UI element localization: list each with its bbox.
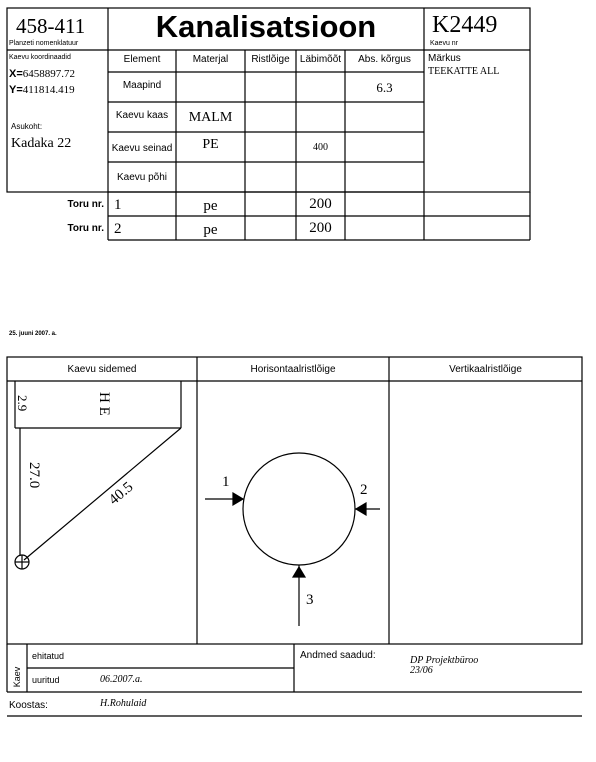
panel-horizontal-title: Horisontaalristlõige bbox=[250, 364, 336, 375]
surveyed-label: uuritud bbox=[32, 675, 60, 685]
row-element: Maapind bbox=[122, 80, 162, 91]
well-number-label: Kaevu nr bbox=[430, 40, 459, 47]
pipe-label: Toru nr. bbox=[67, 223, 104, 234]
tie-label-house: H E bbox=[96, 392, 112, 416]
header-diameter: Läbimõõt bbox=[299, 54, 342, 65]
pipe-material: pe bbox=[203, 222, 218, 238]
row-element: Kaevu seinad bbox=[111, 143, 173, 154]
pipe-diameter: 200 bbox=[309, 220, 332, 236]
tie-label-left: 27.0 bbox=[26, 462, 42, 489]
pipe-number: 1 bbox=[114, 197, 122, 213]
data-from-label: Andmed saadud: bbox=[300, 650, 376, 661]
well-number: K2449 bbox=[432, 12, 498, 38]
surveyed-value: 06.2007.a. bbox=[100, 674, 143, 685]
x-coordinate: X=6458897.72 bbox=[9, 68, 76, 80]
horizontal-section bbox=[205, 453, 380, 626]
pipe-mark: 2 bbox=[360, 482, 368, 498]
compiled-label: Koostas: bbox=[9, 700, 48, 711]
date-note: 25. juuni 2007. a. bbox=[9, 331, 57, 337]
row-diameter: 400 bbox=[313, 142, 328, 153]
remark-label: Märkus bbox=[428, 53, 461, 64]
well-label: Kaev bbox=[12, 666, 22, 688]
pipe-number: 2 bbox=[114, 221, 122, 237]
header-cross-section: Ristlõige bbox=[251, 54, 290, 65]
compiled-value: H.Rohulaid bbox=[100, 698, 147, 709]
pipe-material: pe bbox=[203, 198, 218, 214]
row-elevation: 6.3 bbox=[376, 80, 393, 95]
pipe-mark: 3 bbox=[306, 592, 314, 608]
pipe-mark: 1 bbox=[222, 474, 230, 490]
tie-label-top: 2.9 bbox=[15, 395, 30, 412]
row-element: Kaevu põhi bbox=[116, 172, 168, 183]
y-coordinate: Y=411814.419 bbox=[9, 84, 75, 96]
header-element: Element bbox=[123, 54, 161, 65]
row-element: Kaevu kaas bbox=[115, 110, 169, 121]
coordinates-label: Kaevu koordinaadid bbox=[9, 54, 71, 61]
header-material: Materjal bbox=[192, 54, 229, 65]
tie-label-diagonal: 40.5 bbox=[106, 479, 137, 509]
pipe-diameter: 200 bbox=[309, 196, 332, 212]
location-label: Asukoht: bbox=[11, 122, 43, 131]
sheet-number: 458-411 bbox=[16, 14, 86, 38]
data-from-value: DP Projektbüroo bbox=[410, 655, 479, 666]
pipe-label: Toru nr. bbox=[67, 199, 104, 210]
sheet-number-label: Planzeti nomenklatuur bbox=[9, 40, 79, 47]
page-title: Kanalisatsioon bbox=[155, 9, 377, 44]
remark-value: TEEKATTE ALL bbox=[428, 66, 500, 77]
panel-vertical-title: Vertikaalristlõige bbox=[449, 364, 522, 375]
row-material: PE bbox=[202, 137, 219, 152]
marked-label: ehitatud bbox=[32, 651, 65, 661]
row-material: MALM bbox=[188, 110, 233, 125]
panel-ties-title: Kaevu sidemed bbox=[67, 364, 137, 375]
location-value: Kadaka 22 bbox=[11, 136, 72, 151]
header-elevation: Abs. kõrgus bbox=[358, 54, 411, 65]
data-from-code: 23/06 bbox=[410, 665, 433, 676]
